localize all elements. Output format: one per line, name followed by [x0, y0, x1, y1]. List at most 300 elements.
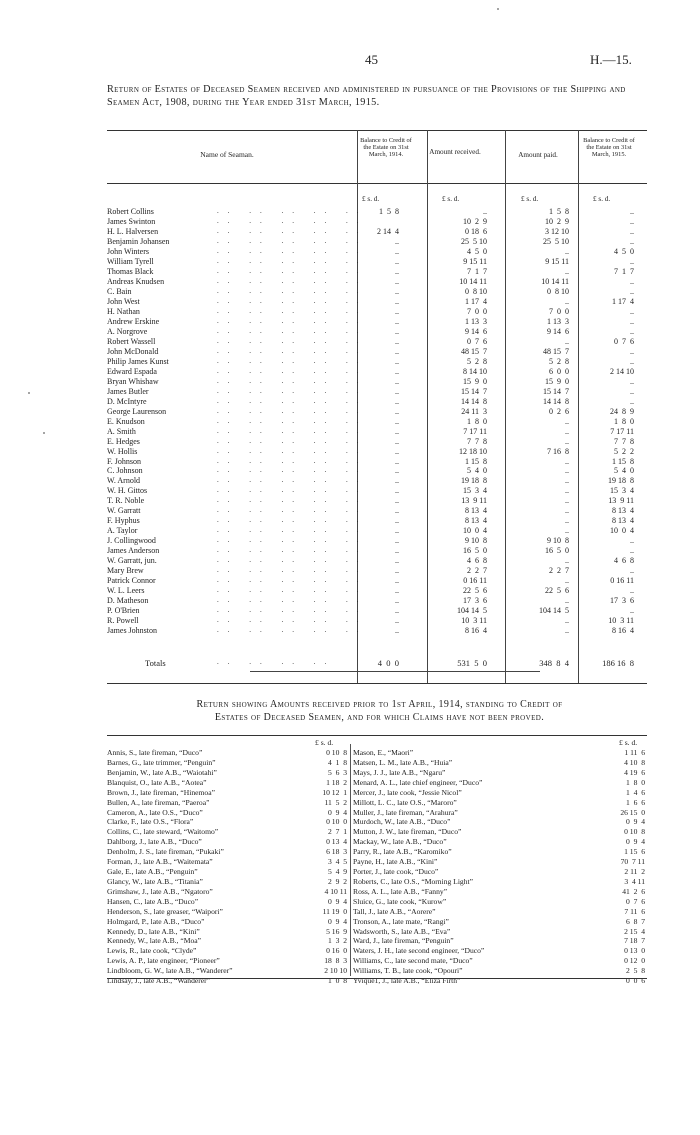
cell-bal-1915: .. [630, 276, 634, 286]
seaman-name: A. Norgrove [107, 326, 148, 336]
claim-description: Dahlborg, J., late A.B., “Duco” [107, 837, 202, 847]
table-row [107, 327, 647, 336]
leader-dots: .. .. .. .. .. [217, 606, 368, 615]
units-label: £ s. d. [619, 738, 638, 747]
claim-description: Ward, J., late fireman, “Penguin” [353, 936, 454, 946]
cell-received: 1 15 8 [465, 456, 487, 466]
claim-description: Bullen, A., late fireman, “Paeroa” [107, 797, 210, 807]
leader-dots: .. .. .. .. .. [217, 406, 368, 415]
cell-received: 0 18 6 [465, 226, 487, 236]
claim-amount: 0 9 4 [328, 896, 347, 906]
list-item [353, 827, 645, 836]
claim-amount: 11 5 2 [324, 797, 347, 807]
cell-bal-1915: .. [630, 546, 634, 556]
return1-title: Return of Estates of Deceased Seamen received and administered in pursuance of the Provisions of the Shipping and Seamen Act, 1908, during the Year ended 31st March, 1915. [107, 84, 626, 108]
claim-amount: 6 18 3 [326, 847, 347, 857]
cell-paid: .. [565, 266, 569, 276]
list-item [353, 917, 645, 926]
claim-description: Williams, C., late second mate, “Duco” [353, 956, 473, 966]
claim-description: Muller, J., late fireman, “Arahura” [353, 807, 458, 817]
table-row [107, 546, 647, 555]
cell-bal-1914: .. [395, 416, 399, 426]
cell-bal-1914: .. [395, 256, 399, 266]
totals-bal-1915: 186 16 8 [602, 658, 634, 668]
leader-dots: .. .. .. .. .. [217, 236, 368, 245]
claim-amount: 4 19 6 [624, 767, 645, 777]
cell-bal-1914: .. [395, 356, 399, 366]
list-item [353, 788, 645, 797]
cell-bal-1914: .. [395, 546, 399, 556]
claim-amount: 0 10 8 [326, 748, 347, 757]
cell-received: 5 4 0 [467, 466, 487, 476]
list-item [107, 946, 347, 955]
list-item [107, 877, 347, 886]
table-bottom-rule [107, 683, 647, 684]
table-row [107, 516, 647, 525]
table-row [107, 526, 647, 535]
leader-dots: .. .. .. .. .. [217, 556, 368, 565]
cell-bal-1915: .. [630, 226, 634, 236]
list-item [107, 798, 347, 807]
seaman-name: Robert Wassell [107, 336, 156, 346]
leader-dots: .. .. .. .. .. [217, 516, 368, 525]
claim-amount: 0 0 6 [626, 976, 645, 986]
seaman-name: F. Johnson [107, 456, 142, 466]
claim-amount: 1 0 8 [328, 976, 347, 986]
table-row [107, 377, 647, 386]
cell-paid: 1 5 8 [549, 207, 569, 216]
table-row [107, 217, 647, 226]
cell-received: 0 7 6 [467, 336, 487, 346]
claim-description: Tall, J., late A.B., “Aorere” [353, 906, 436, 916]
claim-description: Williams, T. B., late cook, “Opouri” [353, 966, 463, 976]
claim-description: Holmgard, P., late A.B., “Duco” [107, 916, 205, 926]
table-row [107, 536, 647, 545]
list-item [107, 827, 347, 836]
leader-dots: .. .. .. .. .. [217, 256, 368, 265]
list-item [107, 887, 347, 896]
cell-bal-1915: .. [630, 536, 634, 546]
cell-received: 0 8 10 [465, 286, 487, 296]
leader-dots: .. .. .. .. .. [217, 456, 368, 465]
return2-title-line2: Estates of Deceased Seamen, and for which Claims have not been proved. [214, 712, 545, 723]
claim-description: Grimshaw, J., late A.B., “Ngatoro” [107, 886, 213, 896]
scan-speck [43, 432, 45, 434]
cell-bal-1914: .. [395, 396, 399, 406]
cell-paid: 9 14 6 [547, 326, 569, 336]
page-header [0, 52, 700, 68]
leader-dots: .. .. .. .. [217, 658, 336, 666]
cell-received: 19 18 8 [461, 476, 487, 486]
claim-amount: 3 4 11 [624, 876, 645, 886]
cell-received: 24 11 3 [461, 406, 487, 416]
claim-amount: 41 2 6 [622, 886, 645, 896]
claim-amount: 1 11 6 [624, 748, 645, 757]
seaman-name: T. R. Noble [107, 496, 145, 506]
leader-dots: .. .. .. .. .. [217, 526, 368, 535]
claim-description: Sluice, G., late cook, “Kurow” [353, 896, 447, 906]
leader-dots: .. .. .. .. .. [217, 586, 368, 595]
leader-dots: .. .. .. .. .. [217, 366, 368, 375]
table-row [107, 407, 647, 416]
seaman-name: E. Knudson [107, 416, 145, 426]
seaman-name: John McDonald [107, 346, 159, 356]
list-item [107, 808, 347, 817]
list-item [353, 927, 645, 936]
cell-bal-1914: .. [395, 596, 399, 606]
list-item [107, 867, 347, 876]
leader-dots: .. .. .. .. .. [217, 466, 368, 475]
leader-dots: .. .. .. .. .. [217, 376, 368, 385]
cell-bal-1914: .. [395, 626, 399, 636]
cell-received: 9 10 8 [465, 536, 487, 546]
units-label: £ s. d. [362, 195, 380, 203]
cell-bal-1915: 1 8 0 [614, 416, 634, 426]
cell-paid: 6 0 0 [549, 366, 569, 376]
table-row [107, 576, 647, 585]
leader-dots: .. .. .. .. .. [217, 286, 368, 295]
table-row [107, 496, 647, 505]
claim-description: Murdoch, W., late A.B., “Duco” [353, 817, 451, 827]
leader-dots: .. .. .. .. .. [217, 276, 368, 285]
claim-description: Lindbloom, G. W., late A.B., “Wanderer” [107, 966, 233, 976]
table-row [107, 317, 647, 326]
seaman-name: Patrick Connor [107, 576, 156, 586]
list-item [353, 946, 645, 955]
claim-amount: 0 12 0 [624, 956, 645, 966]
col-header-paid: Amount paid. [518, 151, 558, 159]
cell-received: 1 13 3 [465, 316, 487, 326]
claim-amount: 4 1 8 [328, 757, 347, 767]
col-header-name: Name of Seaman. [200, 150, 254, 159]
claim-description: Lewis, R., late cook, “Clyde” [107, 946, 197, 956]
cell-bal-1914: .. [395, 576, 399, 586]
leader-dots: .. .. .. .. .. [217, 476, 368, 485]
claim-description: Lewis, A. P., late engineer, “Pioneer” [107, 956, 220, 966]
cell-bal-1915: 19 18 8 [608, 476, 634, 486]
list-item [107, 857, 347, 866]
claim-description: Forman, J., late A.B., “Waitemata” [107, 857, 213, 867]
seaman-name: C. Johnson [107, 466, 143, 476]
claim-amount: 3 4 5 [328, 857, 347, 867]
seaman-name: Benjamin Johansen [107, 236, 170, 246]
cell-paid: .. [565, 486, 569, 496]
cell-bal-1914: .. [395, 236, 399, 246]
cell-bal-1914: .. [395, 316, 399, 326]
list-item [353, 768, 645, 777]
cell-bal-1914: 2 14 4 [377, 226, 399, 236]
table-row [107, 626, 647, 635]
cell-bal-1915: 5 2 2 [614, 446, 634, 456]
table-row [107, 387, 647, 396]
cell-paid: .. [565, 456, 569, 466]
cell-received: 16 5 0 [463, 546, 487, 556]
cell-paid: .. [565, 576, 569, 586]
table-row [107, 596, 647, 605]
cell-bal-1915: 5 4 0 [614, 466, 634, 476]
cell-bal-1914: .. [395, 516, 399, 526]
cell-paid: .. [565, 526, 569, 536]
table-row [107, 606, 647, 615]
list-item [353, 758, 645, 767]
cell-paid: .. [565, 616, 569, 626]
seaman-name: W. Garratt, jun. [107, 556, 157, 566]
leader-dots: .. .. .. .. .. [217, 266, 368, 275]
cell-paid: 7 16 8 [547, 446, 569, 456]
claim-amount: 0 10 8 [624, 827, 645, 837]
cell-bal-1915: 15 3 4 [610, 486, 634, 496]
leader-dots: .. .. .. .. .. [217, 436, 368, 445]
cell-bal-1915: 7 17 11 [610, 426, 634, 436]
page-number: 45 [365, 52, 378, 67]
seaman-name: Philip James Kunst [107, 356, 169, 366]
table-row [107, 277, 647, 286]
claim-amount: 2 15 4 [624, 926, 645, 936]
list-item [107, 748, 347, 757]
seaman-name: D. McIntyre [107, 396, 147, 406]
seaman-name: A. Smith [107, 426, 136, 436]
cell-received: 7 0 0 [467, 306, 487, 316]
leader-dots: .. .. .. .. .. [217, 446, 368, 455]
cell-bal-1915: 0 16 11 [610, 576, 634, 586]
list-item [353, 897, 645, 906]
cell-bal-1914: .. [395, 476, 399, 486]
claim-amount: 1 6 6 [626, 797, 645, 807]
totals-received: 531 5 0 [457, 658, 487, 668]
leader-dots: .. .. .. .. .. [217, 316, 368, 325]
table-row [107, 437, 647, 446]
seaman-name: J. Collingwood [107, 536, 156, 546]
seaman-name: James Johnston [107, 626, 157, 636]
claim-amount: 0 16 0 [326, 946, 347, 956]
claim-description: Roberts, C., late O.S., “Morning Light” [353, 876, 474, 886]
table-row [107, 486, 647, 495]
leader-dots: .. .. .. .. .. [217, 536, 368, 545]
claim-amount: 7 11 6 [624, 906, 645, 916]
scan-speck [28, 392, 30, 394]
list-item [107, 897, 347, 906]
scan-speck [497, 8, 499, 10]
claim-amount: 0 9 4 [626, 837, 645, 847]
units-label: £ s. d. [315, 738, 334, 747]
cell-paid: .. [565, 436, 569, 446]
cell-bal-1915: .. [630, 586, 634, 596]
claim-description: Cameron, A., late O.S., “Duco” [107, 807, 203, 817]
leader-dots: .. .. .. .. .. [217, 306, 368, 315]
cell-received: 1 17 4 [465, 296, 487, 306]
cell-paid: .. [565, 336, 569, 346]
claim-description: Mutton, J. W., late fireman, “Duco” [353, 827, 462, 837]
claim-amount: 0 7 6 [626, 896, 645, 906]
leader-dots: .. .. .. .. .. [217, 386, 368, 395]
cell-received: 8 13 4 [465, 506, 487, 516]
cell-bal-1914: .. [395, 306, 399, 316]
claim-amount: 4 10 11 [324, 886, 347, 896]
cell-paid: .. [565, 296, 569, 306]
seaman-name: W. L. Leers [107, 586, 145, 596]
cell-bal-1914: .. [395, 326, 399, 336]
table-row [107, 367, 647, 376]
seaman-name: A. Taylor [107, 526, 138, 536]
cell-bal-1914: .. [395, 366, 399, 376]
return2-top-rule [107, 735, 647, 736]
claim-description: Blanquist, O., late A.B., “Aotea” [107, 777, 207, 787]
cell-bal-1915: .. [630, 236, 634, 246]
claim-description: Barnes, G., late trimmer, “Penguin” [107, 757, 216, 767]
cell-received: 2 2 7 [467, 566, 487, 576]
table-row [107, 207, 647, 216]
seaman-name: W. Garratt [107, 506, 141, 516]
list-item [353, 837, 645, 846]
cell-bal-1915: .. [630, 396, 634, 406]
list-item [107, 768, 347, 777]
claim-amount: 10 12 1 [322, 787, 347, 797]
claim-description: Collins, C., late steward, “Waitomo” [107, 827, 219, 837]
list-item [353, 936, 645, 945]
claim-description: Glancy, W., late A.B., “Titania” [107, 876, 203, 886]
list-item [107, 788, 347, 797]
leader-dots: .. .. .. .. .. [217, 346, 368, 355]
totals-paid: 348 8 4 [539, 658, 569, 668]
cell-bal-1915: 0 7 6 [614, 336, 634, 346]
table-row [107, 616, 647, 625]
claim-amount: 0 13 4 [326, 837, 347, 847]
cell-paid: 14 14 8 [543, 396, 569, 406]
list-item [353, 867, 645, 876]
cell-bal-1915: 8 13 4 [612, 506, 634, 516]
cell-bal-1914: .. [395, 606, 399, 616]
totals-rule [250, 671, 540, 672]
table-row [107, 556, 647, 565]
cell-received: 5 2 8 [467, 356, 487, 366]
units-label: £ s. d. [593, 195, 611, 203]
cell-paid: 10 2 9 [545, 216, 569, 226]
cell-received: 9 14 6 [465, 326, 487, 336]
seaman-name: W. Hollis [107, 446, 138, 456]
cell-bal-1914: .. [395, 336, 399, 346]
seaman-name: E. Hedges [107, 436, 140, 446]
cell-bal-1915: 7 7 8 [614, 436, 634, 446]
leader-dots: .. .. .. .. .. [217, 596, 368, 605]
leader-dots: .. .. .. .. .. [217, 356, 368, 365]
cell-bal-1914: .. [395, 526, 399, 536]
col-header-balance-1914: Balance to Credit of the Estate on 31st March, 1914. [360, 137, 412, 158]
table-row [107, 506, 647, 515]
cell-paid: 2 2 7 [549, 566, 569, 576]
cell-paid: 22 5 6 [545, 586, 569, 596]
table-row [107, 237, 647, 246]
list-item [353, 748, 645, 757]
cell-bal-1915: 7 1 7 [614, 266, 634, 276]
cell-bal-1915: 4 6 8 [614, 556, 634, 566]
column-rule [350, 744, 351, 976]
cell-paid: 0 2 6 [549, 406, 569, 416]
list-item [107, 778, 347, 787]
cell-bal-1914: .. [395, 486, 399, 496]
seaman-name: Bryan Whishaw [107, 376, 159, 386]
claim-description: Benjamin, W., late A.B., “Waiotahi” [107, 767, 217, 777]
claim-description: Mays, J. J., late A.B., “Ngaru” [353, 767, 446, 777]
leader-dots: .. .. .. .. .. [217, 207, 368, 215]
cell-paid: 9 10 8 [547, 536, 569, 546]
return2-title [107, 698, 652, 724]
totals-label: Totals [145, 658, 166, 668]
cell-bal-1915: 24 8 9 [610, 406, 634, 416]
seaman-name: Edward Espada [107, 366, 157, 376]
cell-bal-1915: 10 3 11 [608, 616, 634, 626]
cell-bal-1915: 8 13 4 [612, 516, 634, 526]
cell-bal-1915: .. [630, 376, 634, 386]
cell-paid: 25 5 10 [543, 236, 569, 246]
cell-paid: .. [565, 426, 569, 436]
list-item [353, 857, 645, 866]
cell-received: 13 9 11 [461, 496, 487, 506]
cell-received: 15 3 4 [463, 486, 487, 496]
cell-bal-1914: .. [395, 466, 399, 476]
list-item [353, 817, 645, 826]
claim-amount: 1 18 2 [326, 777, 347, 787]
cell-paid: 7 0 0 [549, 306, 569, 316]
claim-description: Tronson, A., late mate, “Rangi” [353, 916, 449, 926]
seaman-name: Thomas Black [107, 266, 154, 276]
claim-description: Matsen, L. M., late A.B., “Huia” [353, 757, 453, 767]
list-item [107, 847, 347, 856]
cell-bal-1914: .. [395, 566, 399, 576]
totals-bal-1914: 4 0 0 [377, 658, 399, 668]
cell-bal-1915: .. [630, 256, 634, 266]
claim-amount: 70 7 11 [620, 857, 645, 867]
cell-bal-1914: .. [395, 276, 399, 286]
table-row [107, 297, 647, 306]
cell-bal-1914: .. [395, 346, 399, 356]
cell-bal-1915: 17 3 6 [610, 596, 634, 606]
cell-bal-1914: .. [395, 556, 399, 566]
cell-bal-1915: 1 15 8 [612, 456, 634, 466]
cell-bal-1915: 13 9 11 [608, 496, 634, 506]
cell-bal-1915: .. [630, 316, 634, 326]
col-header-balance-1915: Balance to Credit of the Estate on 31st March, 1915. [583, 137, 635, 158]
cell-paid: .. [565, 246, 569, 256]
cell-paid: 0 8 10 [547, 286, 569, 296]
list-item [107, 907, 347, 916]
seaman-name: George Laurenson [107, 406, 167, 416]
cell-paid: 16 5 0 [545, 546, 569, 556]
estates-table-header [107, 130, 647, 184]
claim-description: Mackay, W., late A.B., “Duco” [353, 837, 447, 847]
leader-dots: .. .. .. .. .. [217, 336, 368, 345]
claim-amount: 6 8 7 [626, 916, 645, 926]
claim-description: Wadsworth, S., late A.B., “Eva” [353, 926, 451, 936]
cell-bal-1914: .. [395, 536, 399, 546]
cell-bal-1914: .. [395, 286, 399, 296]
list-item [353, 778, 645, 787]
leader-dots: .. .. .. .. .. [217, 506, 368, 515]
leader-dots: .. .. .. .. .. [217, 566, 368, 575]
list-item [107, 936, 347, 945]
cell-bal-1915: .. [630, 356, 634, 366]
cell-received: 4 5 0 [467, 246, 487, 256]
leader-dots: .. .. .. .. .. [217, 616, 368, 625]
claim-amount: 0 10 0 [326, 817, 347, 827]
table-row [107, 287, 647, 296]
claim-amount: 2 9 2 [328, 876, 347, 886]
seaman-name: James Anderson [107, 546, 160, 556]
seaman-name: P. O'Brien [107, 606, 140, 616]
claim-amount: 0 9 4 [328, 807, 347, 817]
cell-paid: 15 14 7 [543, 386, 569, 396]
cell-bal-1915: .. [630, 566, 634, 576]
cell-paid: .. [565, 556, 569, 566]
